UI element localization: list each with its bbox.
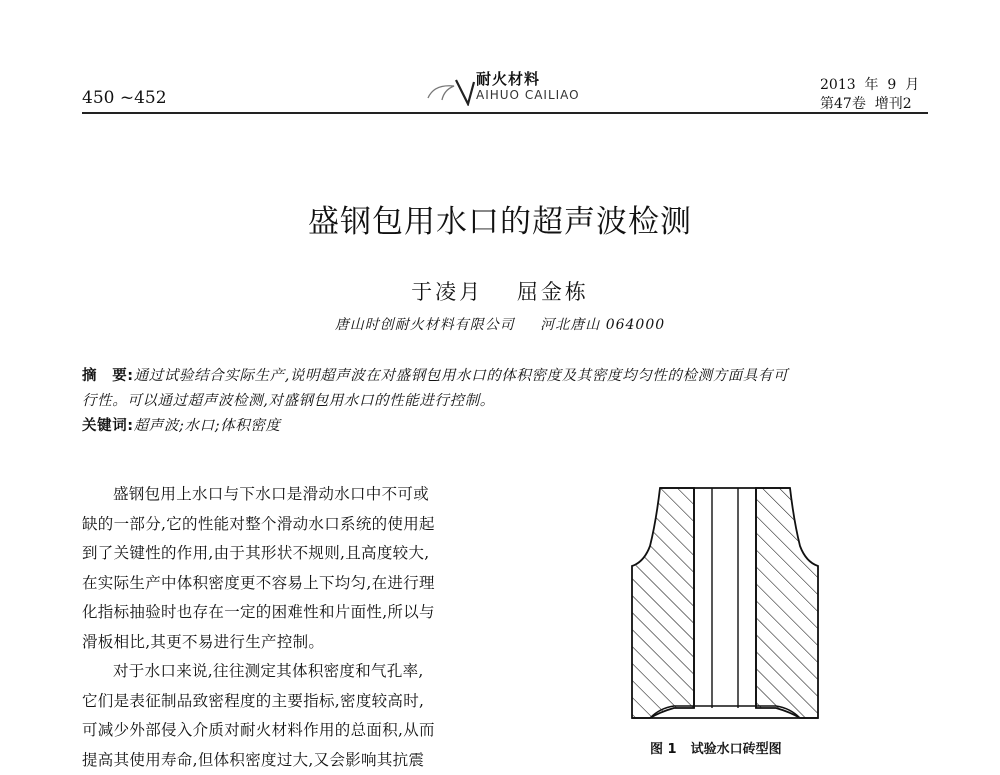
- page-range: 450 ~452: [82, 88, 167, 108]
- body-text: [82, 480, 502, 775]
- author-name: 于凌月: [411, 280, 483, 304]
- journal-name-en: AIHUO CAILIAO: [476, 88, 580, 102]
- body-line: 提高其使用寿命,但体积密度过大,又会影响其抗震: [82, 746, 502, 775]
- issue-date: 2013 年 9 月: [820, 76, 919, 95]
- journal-name-cn: 耐火材料: [476, 68, 540, 89]
- figure-caption-text: 试验水口砖型图: [691, 742, 782, 757]
- figure-number: 图 1: [650, 742, 677, 757]
- issue-volume: 第47卷 增刊2: [820, 95, 919, 114]
- body-line: 对于水口来说,往往测定其体积密度和气孔率,: [82, 657, 502, 687]
- body-line: 盛钢包用上水口与下水口是滑动水口中不可或: [82, 480, 502, 510]
- body-line: 可减少外部侵入介质对耐火材料作用的总面积,从而: [82, 716, 502, 746]
- body-line: 它们是表征制品致密程度的主要指标,密度较高时,: [82, 687, 502, 717]
- body-line: 在实际生产中体积密度更不容易上下均匀,在进行理: [82, 569, 502, 599]
- header-rule: [82, 112, 928, 114]
- figure-caption: [650, 738, 796, 757]
- nozzle-cross-section-diagram: [620, 482, 840, 726]
- body-line: 缺的一部分,它的性能对整个滑动水口系统的使用起: [82, 510, 502, 540]
- journal-logo: [424, 66, 594, 108]
- keywords-label: 关键词:: [82, 418, 134, 434]
- author-name: 屈金栋: [517, 280, 589, 304]
- abstract-label: 摘 要:: [82, 368, 134, 384]
- paper-title: 盛钢包用水口的超声波检测: [0, 196, 1000, 241]
- affiliation-org: 唐山时创耐火材料有限公司: [335, 317, 515, 333]
- logo-swoosh-icon: [424, 76, 484, 106]
- affiliation: [0, 314, 1000, 334]
- author-list: [0, 276, 1000, 306]
- keywords-text: 超声波;水口;体积密度: [134, 418, 281, 434]
- figure-nozzle-drawing: [620, 482, 840, 726]
- body-line: 化指标抽验时也存在一定的困难性和片面性,所以与: [82, 598, 502, 628]
- issue-info: [820, 76, 919, 114]
- abstract-text: 行性。可以通过超声波检测,对盛钢包用水口的性能进行控制。: [82, 389, 932, 414]
- keywords-line: [82, 414, 932, 439]
- abstract-line: [82, 364, 932, 389]
- abstract-text: 通过试验结合实际生产,说明超声波在对盛钢包用水口的体积密度及其密度均匀性的检测方面具有可: [134, 368, 789, 384]
- abstract: [82, 364, 932, 439]
- body-line: 滑板相比,其更不易进行生产控制。: [82, 628, 502, 658]
- affiliation-location: 河北唐山 064000: [540, 317, 665, 333]
- body-line: 到了关键性的作用,由于其形状不规则,且高度较大,: [82, 539, 502, 569]
